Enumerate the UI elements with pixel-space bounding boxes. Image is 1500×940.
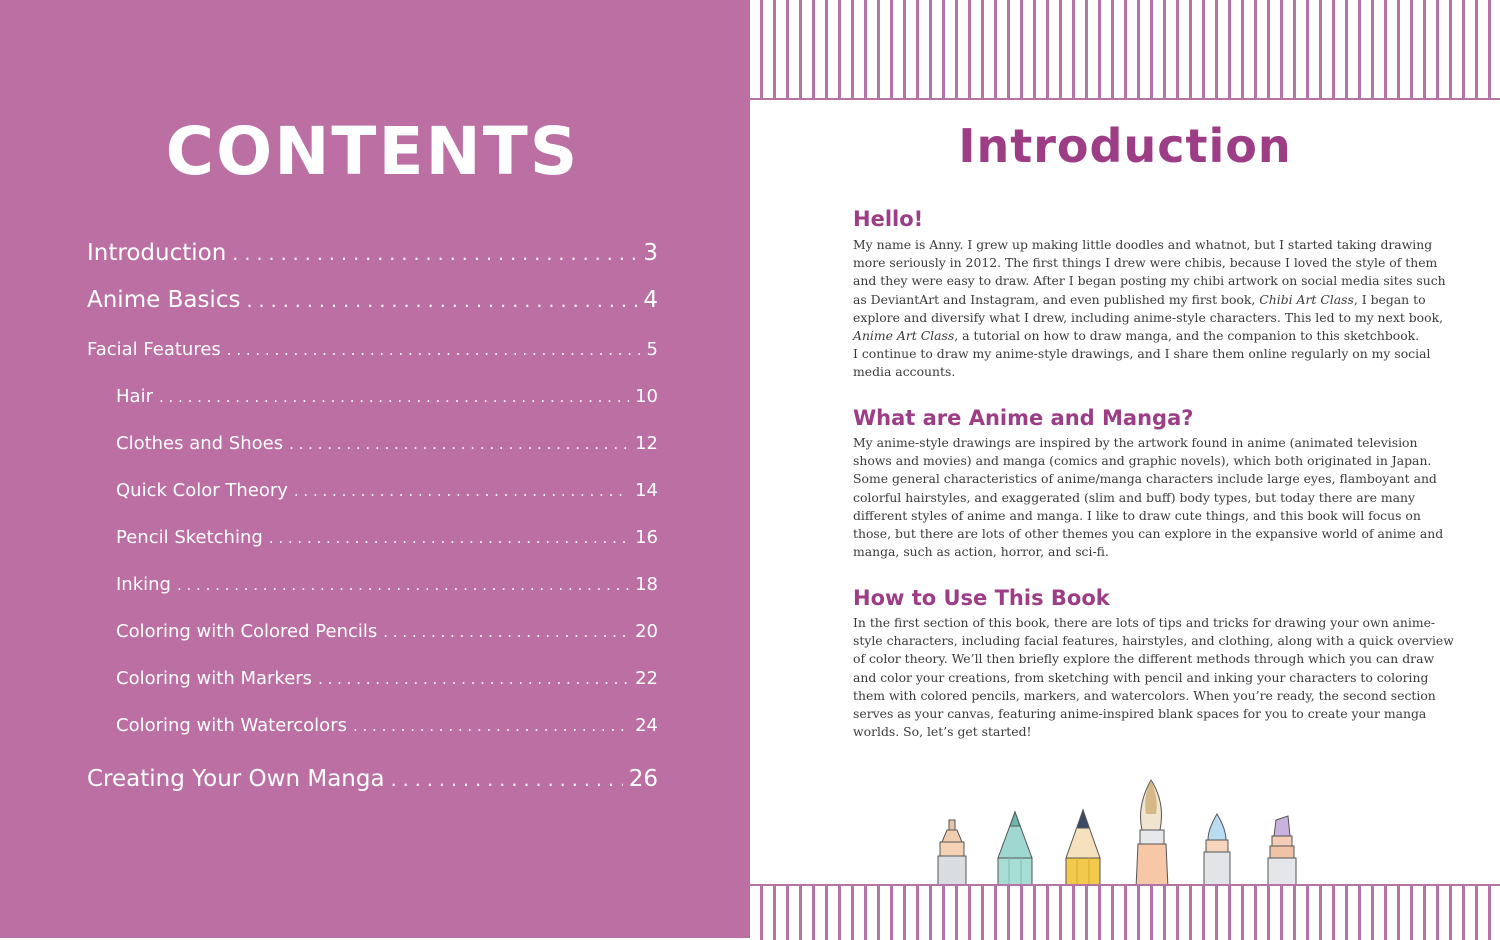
toc-leader-dots [246, 290, 637, 312]
toc-label: Coloring with Watercolors [116, 715, 347, 736]
toc-label: Creating Your Own Manga [87, 766, 385, 792]
toc-page-number: 4 [643, 287, 658, 313]
bottom-stripe-border [750, 884, 1500, 940]
section-body-how-to-use [853, 614, 1454, 741]
art-tools-illustration [920, 770, 1340, 888]
toc-page-number: 22 [635, 668, 658, 689]
toc-page-number: 10 [635, 386, 658, 407]
toc-page-number: 12 [635, 433, 658, 454]
text-line: I continue to draw my anime-style drawings, and I share them online regularly on my social [853, 346, 1431, 362]
toc-label: Introduction [87, 240, 227, 266]
text-line: serves as your canvas, featuring anime-inspired blank spaces for you to create your manga [853, 706, 1427, 722]
toc-leader-dots [391, 769, 623, 791]
toc-page-number: 26 [628, 766, 658, 792]
contents-page [0, 0, 750, 938]
book-title-anime-art-class: Anime Art Class [853, 328, 955, 344]
mint-pencil-icon [998, 812, 1032, 888]
text-line: and they were easy to draw. After I began posting my chibi artwork on social media sites such [853, 273, 1446, 289]
text-line: shows and movies) and manga (comics and graphic novels), which both originated in Japan. [853, 453, 1432, 469]
toc-entry[interactable] [116, 527, 658, 548]
text-line: media accounts. [853, 364, 956, 380]
text-line: colorful hairstyles, and exaggerated (slim and buff) body types, but today there are many [853, 489, 1415, 505]
toc-page-number: 14 [635, 480, 658, 501]
book-title-chibi-art-class: Chibi Art Class [1259, 291, 1354, 307]
text-line: explore and diversify what I drew, including anime-style characters. This led to my next book, [853, 309, 1444, 325]
paintbrush-icon [1136, 780, 1168, 888]
graphite-pencil-icon [1066, 810, 1100, 888]
text-line: My anime-style drawings are inspired by the artwork found in anime (animated television [853, 435, 1418, 450]
toc-leader-dots [318, 670, 629, 688]
blue-marker-icon [1204, 814, 1230, 888]
toc-page-number: 24 [635, 715, 658, 736]
fineliner-pen-icon [938, 820, 966, 888]
toc-leader-dots [294, 482, 629, 500]
toc-leader-dots [232, 243, 637, 265]
text-line: more seriously in 2012. The first things I drew were chibis, because I loved the style of them [853, 255, 1438, 271]
toc-entry[interactable] [87, 766, 658, 792]
contents-title: CONTENTS [165, 113, 580, 190]
toc-leader-dots [269, 529, 629, 547]
text-line: In the first section of this book, there are lots of tips and tricks for drawing your own anime- [853, 615, 1436, 630]
text-line: those, but there are lots of other themes you can explore in the expansive world of anime and [853, 526, 1444, 542]
toc-leader-dots [159, 388, 629, 406]
toc-entry[interactable] [116, 480, 658, 501]
section-heading-how-to-use-this-book: How to Use This Book [853, 586, 1110, 610]
section-body-hello [853, 236, 1446, 382]
text-line: of color theory. We’ll then briefly explore the different methods through which you can draw [853, 651, 1435, 667]
toc-label: Facial Features [87, 339, 221, 360]
section-heading-hello: Hello! [853, 207, 924, 231]
toc-entry[interactable] [116, 668, 658, 689]
text-line: them with colored pencils, markers, and watercolors. When you’re ready, the second section [853, 687, 1436, 703]
text-line: Some general characteristics of anime/manga characters include large eyes, flamboyant and [853, 471, 1437, 487]
text-line [853, 291, 1426, 309]
text-line: style characters, including facial features, hairstyles, and clothing, along with a quick overview [853, 633, 1454, 649]
top-stripe-border [750, 0, 1500, 100]
text-span: as DeviantArt and Instagram, and even published my first book, [853, 291, 1260, 307]
toc-leader-dots [383, 623, 629, 641]
purple-marker-icon [1268, 816, 1296, 888]
text-line: manga, such as action, horror, and sci-fi. [853, 544, 1109, 560]
toc-page-number: 16 [635, 527, 658, 548]
toc-label: Coloring with Markers [116, 668, 313, 689]
section-heading-what-are-anime-and-manga: What are Anime and Manga? [853, 406, 1194, 430]
toc-entry[interactable] [87, 287, 658, 313]
toc-page-number: 20 [635, 621, 658, 642]
text-line: and color your creations, from sketching with pencil and inking your characters to coloring [853, 669, 1429, 685]
toc-label: Pencil Sketching [116, 527, 263, 548]
section-body-anime-manga [853, 434, 1444, 561]
toc-entry[interactable] [116, 715, 658, 736]
introduction-page [750, 0, 1500, 938]
toc-label: Coloring with Colored Pencils [116, 621, 378, 642]
toc-entry[interactable] [87, 339, 658, 360]
toc-entry[interactable] [116, 574, 658, 595]
toc-label: Clothes and Shoes [116, 433, 284, 454]
toc-label: Anime Basics [87, 287, 241, 313]
toc-leader-dots [227, 341, 641, 359]
text-line: different styles of anime and manga. I like to draw cute things, and this book will focus on [853, 507, 1421, 523]
toc-page-number: 3 [643, 240, 658, 266]
toc-leader-dots [289, 435, 629, 453]
text-line: worlds. So, let’s get started! [853, 724, 1032, 740]
text-span: , I began to [1353, 291, 1426, 307]
toc-page-number: 5 [646, 339, 658, 360]
toc-leader-dots [177, 576, 629, 594]
introduction-title: Introduction [958, 119, 1292, 173]
toc-entry[interactable] [116, 621, 658, 642]
toc-entry[interactable] [116, 433, 658, 454]
toc-entry[interactable] [116, 386, 658, 407]
toc-leader-dots [353, 717, 629, 735]
toc-label: Quick Color Theory [116, 480, 288, 501]
text-line: My name is Anny. I grew up making little doodles and whatnot, but I started taking drawing [853, 237, 1433, 252]
toc-label: Inking [116, 574, 171, 595]
text-span: , a tutorial on how to draw manga, and the companion to this sketchbook. [954, 328, 1420, 344]
toc-page-number: 18 [635, 574, 658, 595]
toc-entry[interactable] [87, 240, 658, 266]
text-line [853, 327, 1420, 345]
toc-label: Hair [116, 386, 153, 407]
